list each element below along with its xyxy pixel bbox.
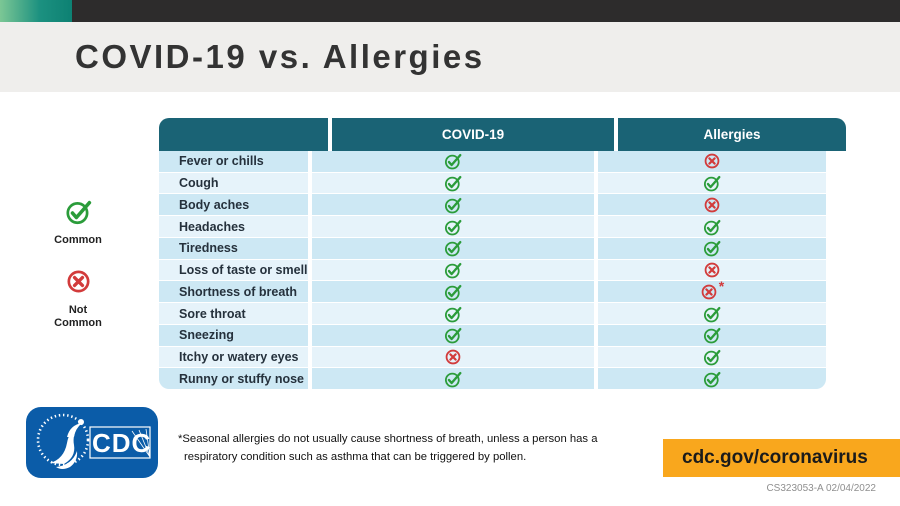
cdc-logo-box bbox=[90, 427, 151, 458]
status-cell bbox=[312, 368, 594, 389]
table-header-row bbox=[159, 118, 846, 151]
status-cell bbox=[312, 151, 594, 172]
symptom-label: Loss of taste or smell bbox=[179, 263, 308, 278]
check-circle-icon bbox=[444, 261, 462, 279]
status-cell bbox=[312, 238, 594, 259]
symptom-label: Body aches bbox=[179, 197, 250, 212]
status-cell bbox=[598, 347, 826, 368]
x-circle-icon bbox=[703, 152, 721, 170]
status-cell bbox=[598, 260, 826, 281]
table-row bbox=[159, 238, 846, 259]
symptom-label: Cough bbox=[179, 176, 219, 191]
column-header-allergies: Allergies bbox=[618, 118, 846, 151]
check-circle-icon bbox=[444, 152, 462, 170]
url-banner bbox=[663, 439, 900, 477]
page-title: COVID-19 vs. Allergies bbox=[75, 38, 485, 75]
x-circle-icon bbox=[444, 348, 462, 366]
symptom-label: Tiredness bbox=[179, 241, 238, 256]
check-circle-icon bbox=[45, 198, 111, 230]
table-row bbox=[159, 173, 846, 194]
check-circle-icon bbox=[444, 326, 462, 344]
symptom-cell bbox=[159, 173, 308, 194]
symptom-cell bbox=[159, 368, 308, 389]
check-circle-icon bbox=[444, 174, 462, 192]
status-cell bbox=[598, 303, 826, 324]
doc-number: CS323053-A 02/04/2022 bbox=[766, 483, 876, 494]
symptoms-table bbox=[159, 118, 846, 389]
table-body bbox=[159, 151, 846, 389]
x-circle-icon bbox=[45, 268, 111, 300]
status-cell bbox=[598, 216, 826, 237]
check-circle-icon bbox=[703, 370, 721, 388]
symptom-cell bbox=[159, 260, 308, 281]
symptom-cell bbox=[159, 281, 308, 302]
status-cell bbox=[312, 325, 594, 346]
symptom-label: Itchy or watery eyes bbox=[179, 349, 299, 364]
status-cell bbox=[312, 194, 594, 215]
symptom-cell bbox=[159, 216, 308, 237]
check-circle-icon bbox=[703, 305, 721, 323]
top-bar bbox=[0, 0, 900, 22]
status-cell bbox=[312, 347, 594, 368]
symptom-cell bbox=[159, 347, 308, 368]
url-text: cdc.gov/coronavirus bbox=[682, 447, 868, 468]
top-accent-gradient bbox=[0, 0, 72, 22]
check-circle-icon bbox=[444, 239, 462, 257]
check-circle-icon bbox=[444, 283, 462, 301]
legend-item-not-common bbox=[45, 268, 111, 330]
table-row bbox=[159, 325, 846, 346]
column-header-symptom bbox=[159, 118, 328, 151]
x-circle-icon bbox=[703, 196, 721, 214]
symptom-label: Shortness of breath bbox=[179, 284, 298, 299]
table-row bbox=[159, 194, 846, 215]
check-circle-icon bbox=[703, 218, 721, 236]
legend-label-common: Common bbox=[54, 234, 102, 246]
symptom-label: Fever or chills bbox=[179, 154, 264, 169]
symptom-label: Sneezing bbox=[179, 328, 234, 343]
status-cell bbox=[312, 173, 594, 194]
symptom-label: Runny or stuffy nose bbox=[179, 371, 305, 386]
table-row bbox=[159, 277, 846, 302]
status-cell bbox=[312, 281, 594, 302]
x-circle-icon bbox=[703, 261, 721, 279]
legend-label-not-common: Not Common bbox=[54, 304, 102, 330]
check-circle-icon bbox=[444, 218, 462, 236]
title-band bbox=[0, 22, 900, 92]
table-row bbox=[159, 216, 846, 237]
column-header-covid: COVID-19 bbox=[332, 118, 614, 151]
table-row bbox=[159, 303, 846, 324]
legend bbox=[45, 198, 111, 331]
footnote: *Seasonal allergies do not usually cause shortness of breath, unless a person has a respiratory condition such as asthma that can be triggered by pollen. bbox=[178, 433, 598, 463]
table-row bbox=[159, 260, 846, 281]
status-cell bbox=[312, 216, 594, 237]
symptom-cell bbox=[159, 325, 308, 346]
table-row bbox=[159, 151, 846, 172]
cdc-logo bbox=[26, 407, 158, 478]
status-cell bbox=[598, 277, 826, 302]
table-row bbox=[159, 347, 846, 368]
check-circle-icon bbox=[444, 370, 462, 388]
check-circle-icon bbox=[703, 326, 721, 344]
legend-item-common bbox=[45, 198, 111, 247]
symptom-label: Headaches bbox=[179, 219, 246, 234]
check-circle-icon bbox=[703, 239, 721, 257]
status-cell bbox=[598, 173, 826, 194]
status-cell bbox=[598, 238, 826, 259]
x-circle-icon bbox=[700, 283, 718, 301]
status-cell bbox=[598, 194, 826, 215]
table-row bbox=[159, 368, 846, 389]
symptom-cell bbox=[159, 151, 308, 172]
check-circle-icon bbox=[703, 348, 721, 366]
status-cell bbox=[312, 260, 594, 281]
symptom-cell bbox=[159, 194, 308, 215]
check-circle-icon bbox=[703, 174, 721, 192]
status-cell bbox=[598, 368, 826, 389]
status-cell bbox=[312, 303, 594, 324]
symptom-cell bbox=[159, 238, 308, 259]
symptom-label: Sore throat bbox=[179, 306, 246, 321]
status-cell bbox=[598, 151, 826, 172]
asterisk-note: * bbox=[718, 277, 725, 294]
cdc-logo-text: CDC bbox=[92, 428, 152, 458]
status-cell bbox=[598, 325, 826, 346]
symptom-cell bbox=[159, 303, 308, 324]
check-circle-icon bbox=[444, 196, 462, 214]
check-circle-icon bbox=[444, 305, 462, 323]
